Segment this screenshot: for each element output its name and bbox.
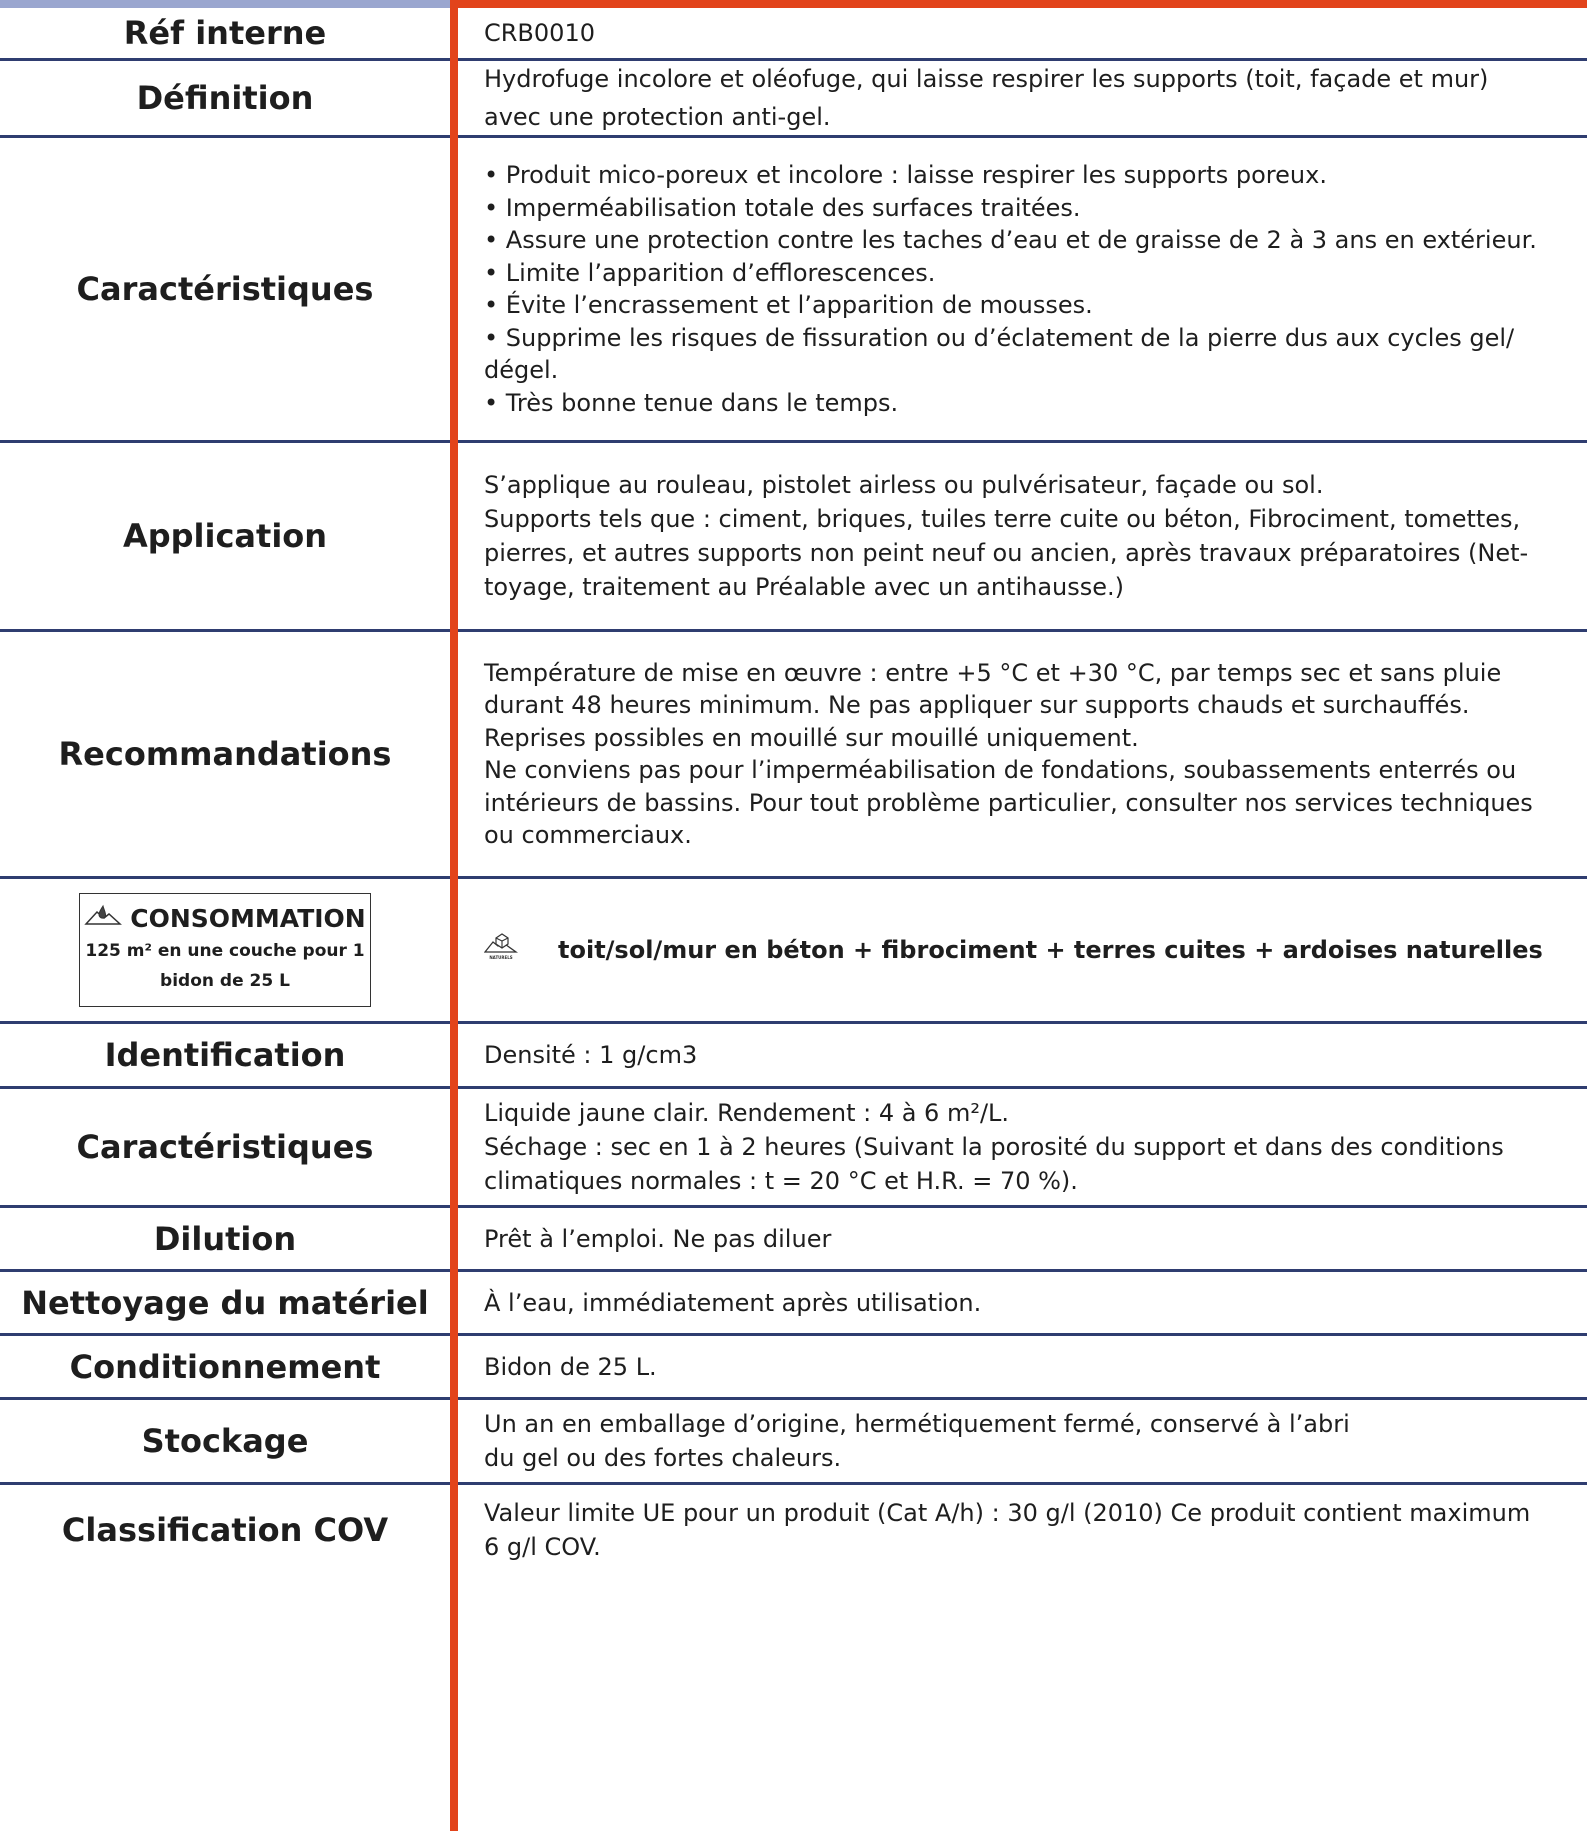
content-line: • Produit mico-poreux et incolore : laisse respirer les supports poreux. [484, 161, 1327, 189]
surface-icon [484, 930, 518, 971]
row-label: Conditionnement [69, 1347, 381, 1386]
content-line: Prêt à l’emploi. Ne pas diluer [484, 1224, 832, 1253]
column-divider [450, 0, 458, 1831]
consommation-box [79, 893, 371, 1007]
content-line: Hydrofuge incolore et oléofuge, qui laisse respirer les supports (toit, façade et mur) [484, 65, 1489, 93]
consommation-heading [84, 902, 366, 936]
row-divider [0, 1397, 1587, 1400]
row-content [484, 443, 1567, 629]
content-line: • Limite l’apparition d’efflorescences. [484, 258, 936, 287]
row-divider [0, 1205, 1587, 1208]
row-label: Recommandations [58, 735, 392, 773]
row-classification-cov [0, 1485, 1587, 1575]
row-content [484, 1485, 1567, 1575]
row-divider [0, 1086, 1587, 1089]
row-divider [0, 876, 1587, 879]
content-line: CRB0010 [484, 19, 595, 47]
row-content [484, 1272, 1567, 1333]
content-line: • Imperméabilisation totale des surfaces traitées. [484, 193, 1081, 222]
row-recommandations [0, 632, 1587, 876]
content-line: climatiques normales : t = 20 °C et H.R. = 70 %). [484, 1167, 1078, 1195]
content-line: durant 48 heures minimum. Ne pas appliquer sur supports chauds et surchauffés. [484, 691, 1470, 719]
row-label: Caractéristiques [76, 270, 374, 308]
row-divider [0, 1269, 1587, 1272]
row-divider [0, 1333, 1587, 1336]
row-label: Nettoyage du matériel [21, 1283, 429, 1322]
content-line: Densité : 1 g/cm3 [484, 1041, 698, 1069]
content-line: • Très bonne tenue dans le temps. [484, 388, 899, 417]
row-stockage [0, 1400, 1587, 1482]
row-ref-interne [0, 8, 1587, 58]
content-line: toyage, traitement au Préalable avec un antihausse.) [484, 573, 1125, 601]
row-label: Caractéristiques [76, 1128, 374, 1166]
row-divider [0, 629, 1587, 632]
content-line: 6 g/l COV. [484, 1533, 601, 1561]
row-label: Réf interne [123, 14, 327, 52]
content-line: Température de mise en œuvre : entre +5 °C et +30 °C, par temps sec et sans pluie [484, 658, 1502, 687]
content-line: À l’eau, immédiatement après utilisation. [484, 1288, 982, 1317]
top-band-accent [450, 0, 1587, 8]
support-line [484, 930, 1567, 971]
row-content [484, 1024, 1567, 1086]
row-label: Identification [104, 1036, 346, 1074]
row-application [0, 443, 1587, 629]
content-line: • Évite l’encrassement et l’apparition de mousses. [484, 291, 1093, 319]
svg-text:NATURELS: NATURELS [489, 954, 513, 960]
row-divider [0, 135, 1587, 138]
content-line: intérieurs de bassins. Pour tout problème particulier, consulter nos services techniques [484, 788, 1533, 817]
row-label: Définition [136, 79, 314, 117]
content-line: dégel. [484, 356, 559, 384]
row-content [484, 138, 1567, 440]
droplet-icon [84, 902, 122, 936]
row-label: Application [122, 517, 328, 555]
row-nettoyage [0, 1272, 1587, 1333]
row-content [484, 1400, 1567, 1482]
content-line: • Assure une protection contre les taches d’eau et de graisse de 2 à 3 ans en extérieur. [484, 226, 1537, 254]
row-identification [0, 1024, 1587, 1086]
content-line: Bidon de 25 L. [484, 1352, 657, 1381]
content-line: Valeur limite UE pour un produit (Cat A/h) : 30 g/l (2010) Ce produit contient maximum [484, 1499, 1531, 1527]
row-content [484, 879, 1567, 1021]
content-line: ou commerciaux. [484, 821, 692, 849]
row-divider [0, 1021, 1587, 1024]
row-conditionnement [0, 1336, 1587, 1397]
row-content [484, 632, 1567, 876]
content-line: Supports tels que : ciment, briques, tuiles terre cuite ou béton, Fibrociment, tomettes, [484, 505, 1521, 533]
consommation-title: CONSOMMATION [130, 904, 366, 933]
row-content [484, 1336, 1567, 1397]
consommation-detail-line: 125 m² en une couche pour 1 [85, 941, 365, 961]
row-dilution [0, 1208, 1587, 1269]
row-label: Dilution [153, 1219, 297, 1258]
content-line: Liquide jaune clair. Rendement : 4 à 6 m²/L. [484, 1099, 1010, 1127]
row-divider [0, 58, 1587, 61]
support-text: toit/sol/mur en béton + fibrociment + terres cuites + ardoises naturelles [558, 936, 1543, 964]
row-definition [0, 61, 1587, 135]
content-line: Un an en emballage d’origine, hermétiquement fermé, conservé à l’abri [484, 1410, 1350, 1438]
row-divider [0, 440, 1587, 443]
row-content [484, 1089, 1567, 1205]
row-caracteristiques [0, 138, 1587, 440]
row-label: Stockage [141, 1422, 309, 1460]
content-line: avec une protection anti-gel. [484, 103, 831, 131]
content-line: • Supprime les risques de fissuration ou d’éclatement de la pierre dus aux cycles gel/ [484, 323, 1515, 352]
content-line: du gel ou des fortes chaleurs. [484, 1444, 842, 1472]
row-label: Classification COV [61, 1511, 389, 1549]
row-content [484, 8, 1567, 58]
content-line: S’applique au rouleau, pistolet airless ou pulvérisateur, façade ou sol. [484, 471, 1324, 499]
consommation-detail-line: bidon de 25 L [160, 971, 290, 991]
consommation-cell [0, 879, 450, 1021]
content-line: Reprises possibles en mouillé sur mouillé uniquement. [484, 723, 1139, 752]
row-caracteristiques-2 [0, 1089, 1587, 1205]
row-content [484, 61, 1567, 135]
row-consommation [0, 879, 1587, 1021]
row-content [484, 1208, 1567, 1269]
top-band [0, 0, 450, 8]
row-divider [0, 1482, 1587, 1485]
content-line: Ne conviens pas pour l’imperméabilisation de fondations, soubassements enterrés ou [484, 756, 1517, 784]
content-line: pierres, et autres supports non peint neuf ou ancien, après travaux préparatoires (Net- [484, 539, 1529, 567]
content-line: Séchage : sec en 1 à 2 heures (Suivant la porosité du support et dans des conditions [484, 1133, 1504, 1161]
